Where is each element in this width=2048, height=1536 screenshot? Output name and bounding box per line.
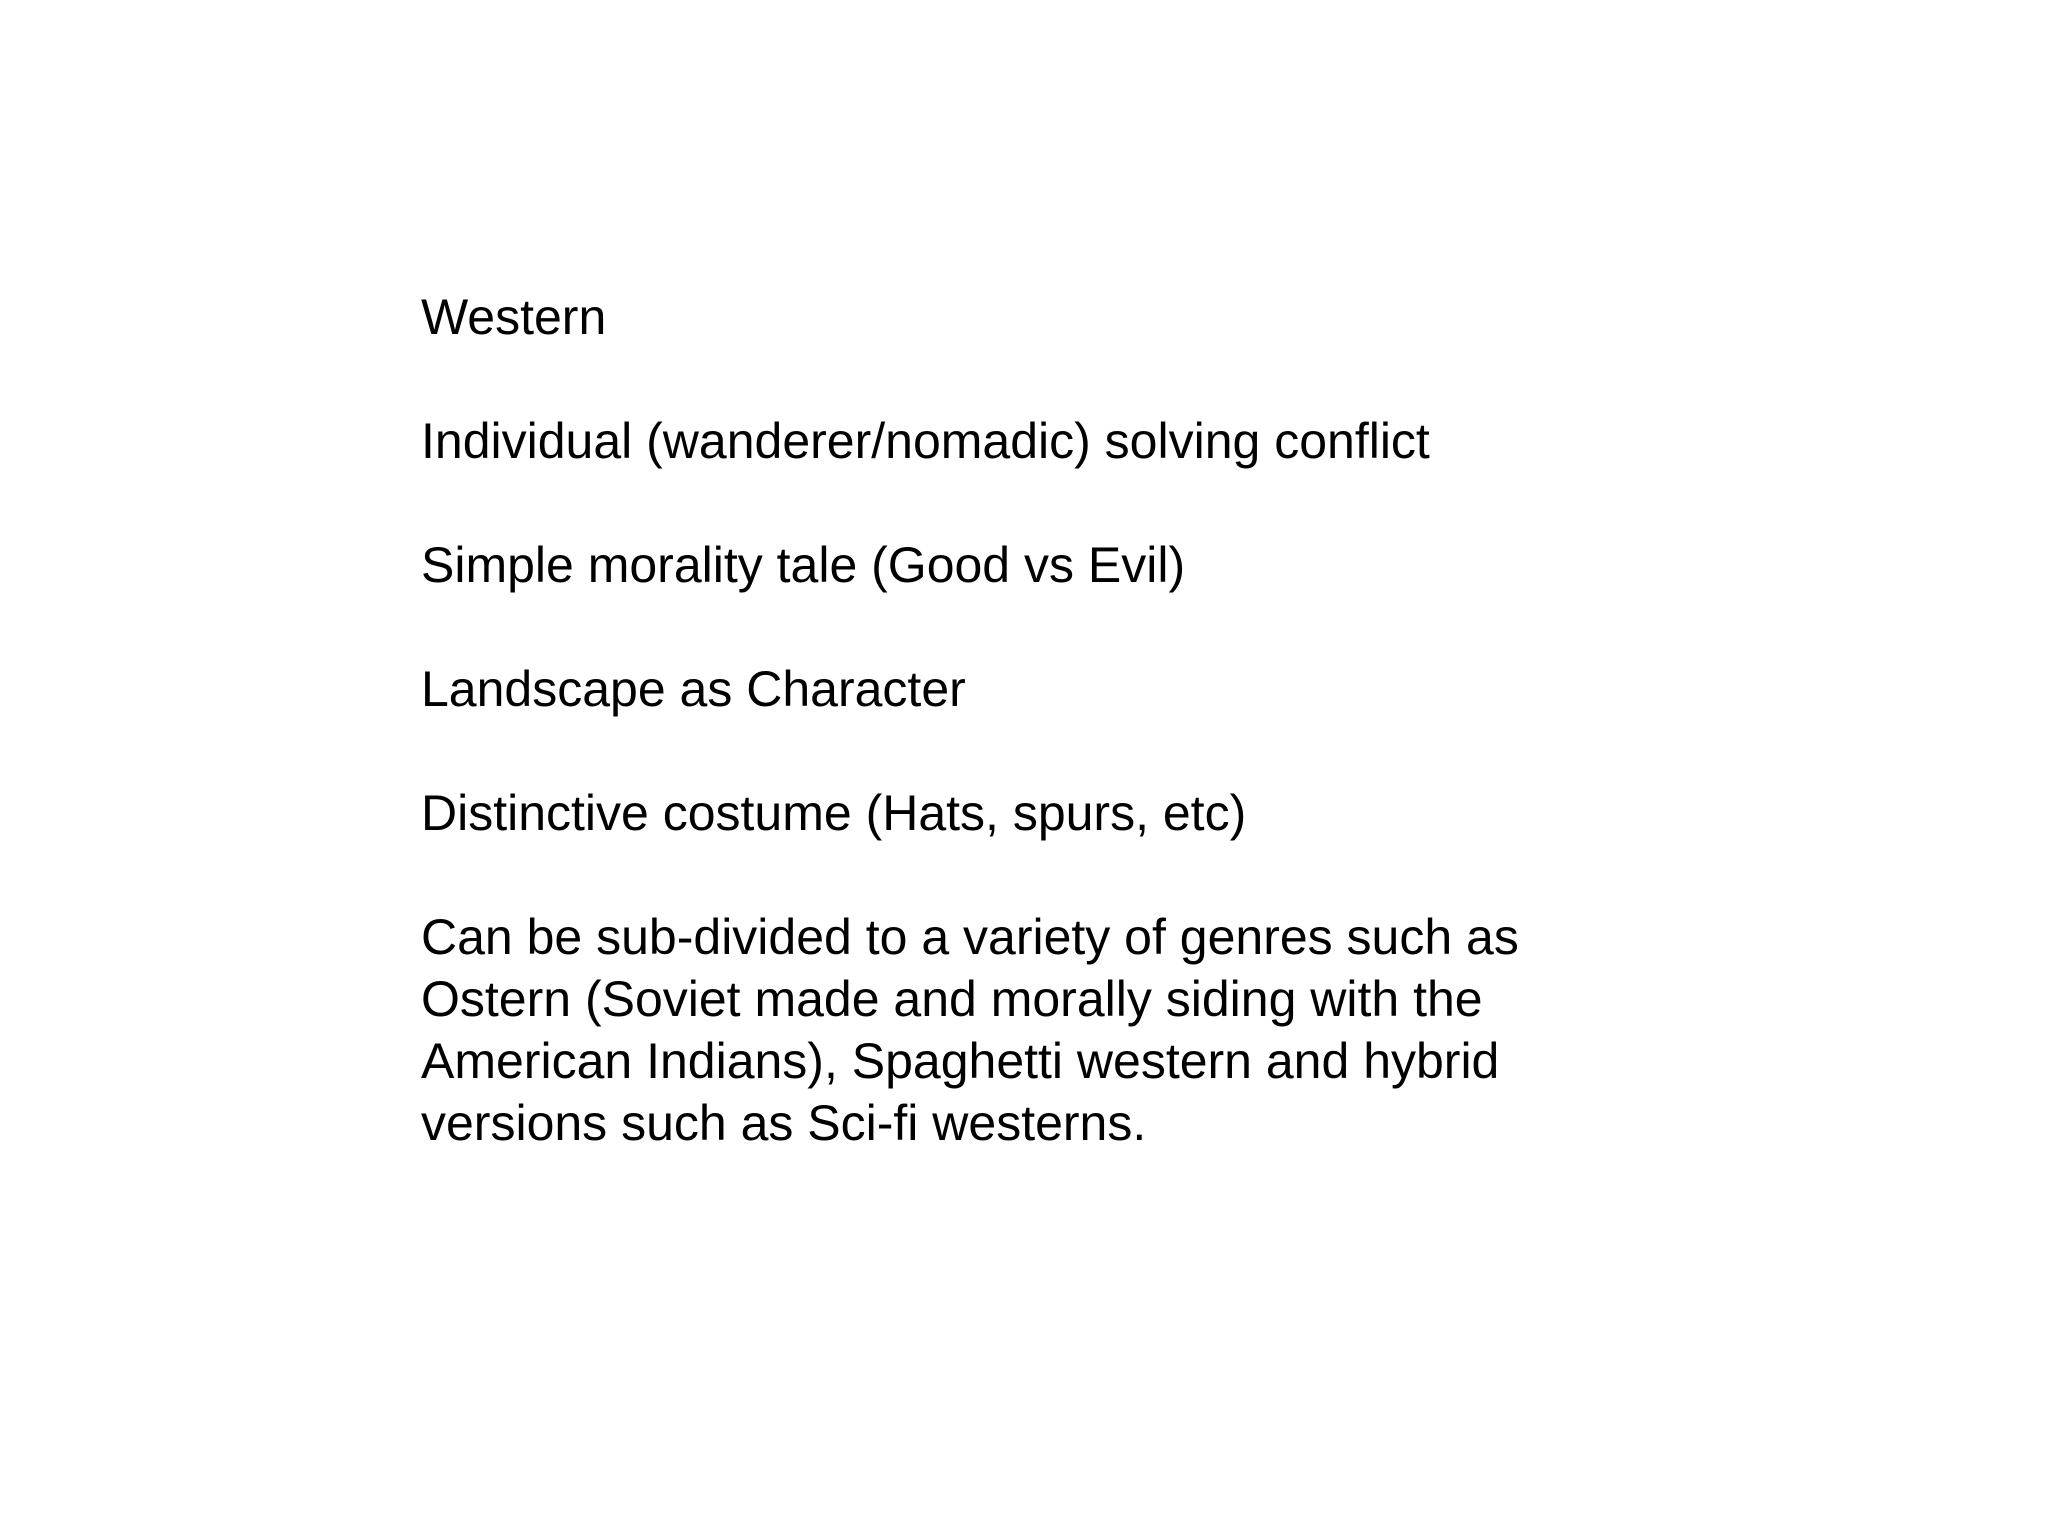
spacer [421,348,1671,410]
spacer [421,472,1671,534]
spacer [421,596,1671,658]
spacer [421,720,1671,782]
spacer [421,844,1671,906]
subgenres-line-3: American Indians), Spaghetti western and hybrid [421,1033,1500,1089]
subgenres-paragraph [421,906,1671,1154]
subgenres-line-1: Can be sub-divided to a variety of genres such as [421,909,1519,965]
subgenres-line-4: versions such as Sci-fi westerns. [421,1095,1147,1151]
point-landscape: Landscape as Character [421,661,966,717]
point-individual: Individual (wanderer/nomadic) solving conflict [421,413,1430,469]
slide-title: Western [421,289,607,345]
slide-body [421,286,1671,1154]
subgenres-line-2: Ostern (Soviet made and morally siding with the [421,971,1483,1027]
point-costume: Distinctive costume (Hats, spurs, etc) [421,785,1247,841]
point-morality: Simple morality tale (Good vs Evil) [421,537,1186,593]
